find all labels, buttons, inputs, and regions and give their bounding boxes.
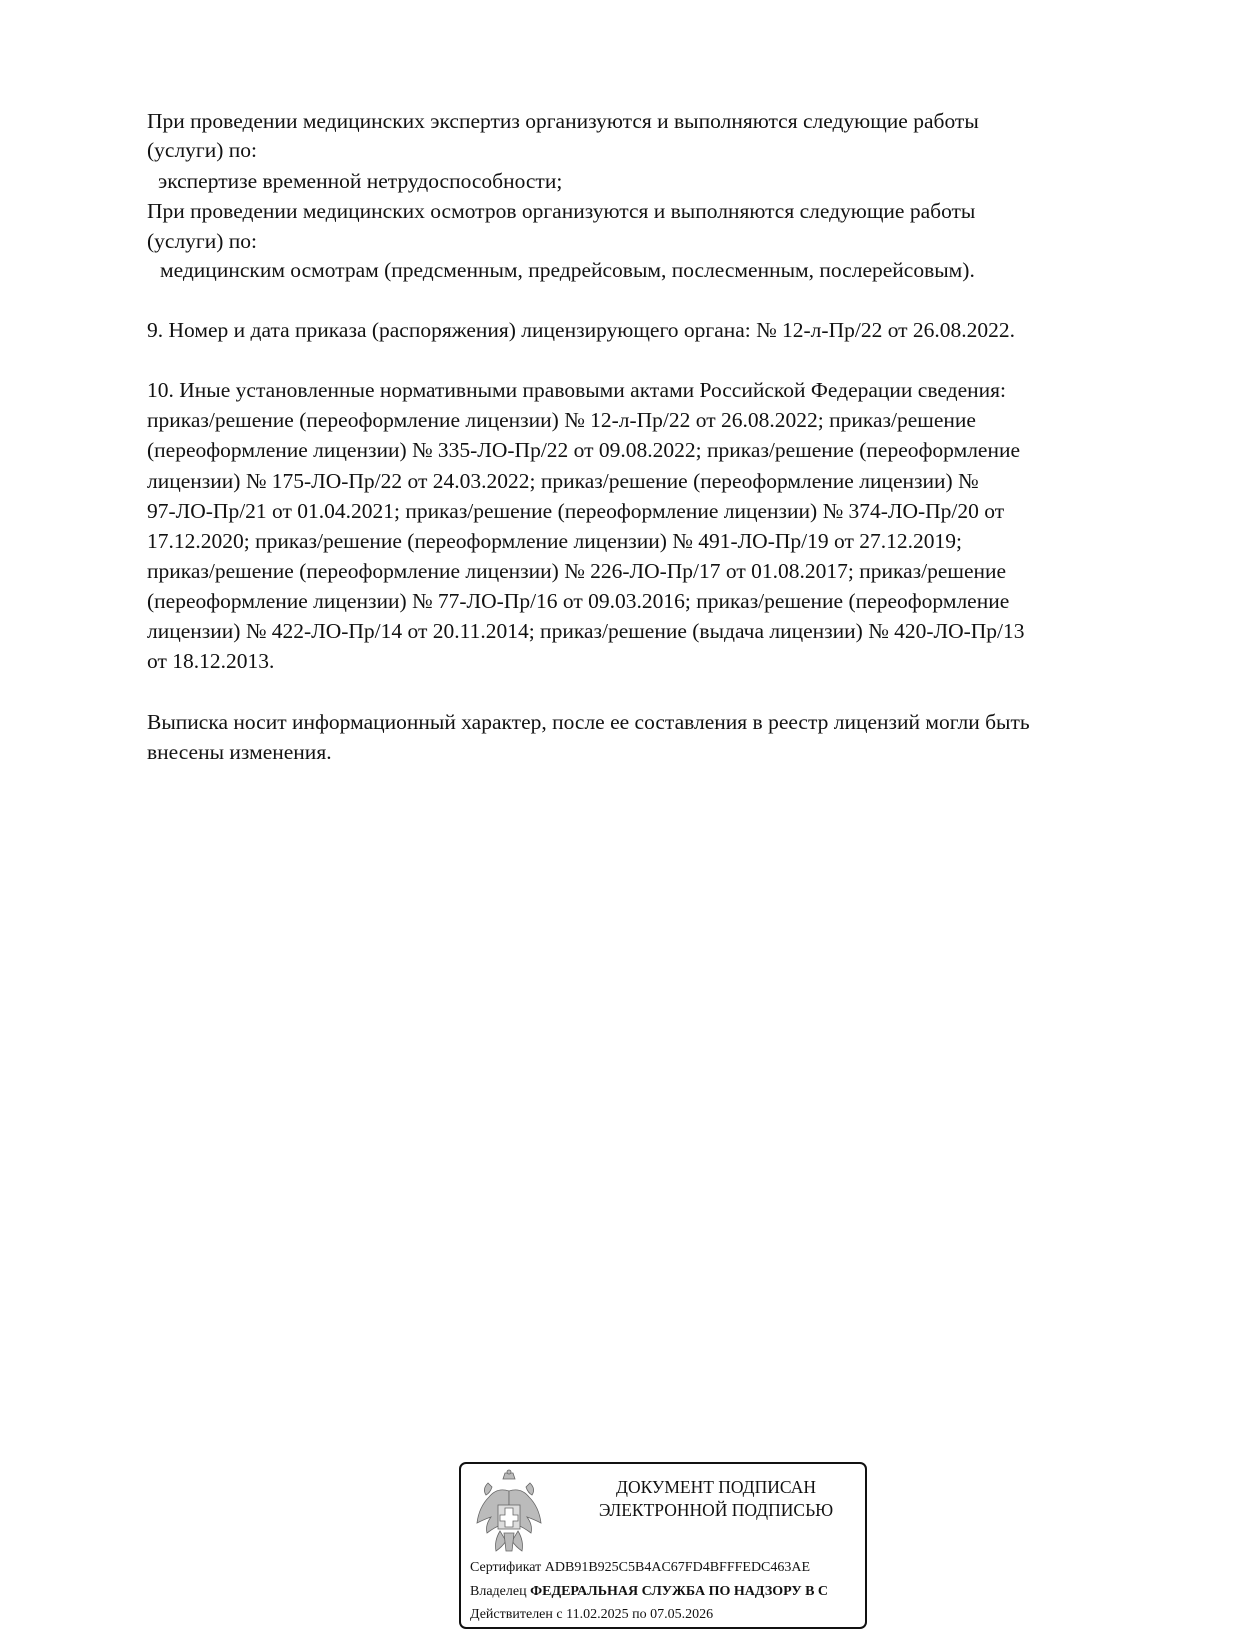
text-line: лицензии) № 175-ЛО-Пр/22 от 24.03.2022; приказ/решение (переоформление лицензии) № <box>147 469 979 493</box>
text-line: При проведении медицинских осмотров организуются и выполняются следующие работы <box>147 199 976 223</box>
certificate-label: Сертификат <box>470 1560 542 1575</box>
owner-line <box>470 1584 828 1600</box>
certificate-value: ADB91B925C5B4AC67FD4BFFFEDC463AE <box>544 1560 811 1575</box>
text-line: (услуги) по: <box>147 229 258 253</box>
text-line: 17.12.2020; приказ/решение (переоформление лицензии) № 491-ЛО-Пр/19 от 27.12.2019; <box>147 529 962 553</box>
owner-value: ФЕДЕРАЛЬНАЯ СЛУЖБА ПО НАДЗОРУ В С <box>530 1584 829 1599</box>
text-line: (переоформление лицензии) № 335-ЛО-Пр/22 от 09.08.2022; приказ/решение (переоформление <box>147 438 1021 462</box>
text-line: приказ/решение (переоформление лицензии) № 226-ЛО-Пр/17 от 01.08.2017; приказ/решение <box>147 559 1007 583</box>
text-line: 97-ЛО-Пр/21 от 01.04.2021; приказ/решение (переоформление лицензии) № 374-ЛО-Пр/20 от <box>147 499 1005 523</box>
text-line: от 18.12.2013. <box>147 649 275 673</box>
text-line: медицинским осмотрам (предсменным, предрейсовым, послесменным, послерейсовым). <box>160 258 975 282</box>
text-line: 10. Иные установленные нормативными правовыми актами Российской Федерации сведения: <box>147 378 1006 402</box>
coat-of-arms-emblem <box>474 1469 544 1559</box>
text-line: приказ/решение (переоформление лицензии) № 12-л-Пр/22 от 26.08.2022; приказ/решение <box>147 408 976 432</box>
text-line: При проведении медицинских экспертиз организуются и выполняются следующие работы <box>147 109 979 133</box>
owner-label: Владелец <box>470 1584 527 1599</box>
disclaimer-line: Выписка носит информационный характер, после ее составления в реестр лицензий могли быть <box>147 710 1030 734</box>
validity-line: Действителен с 11.02.2025 по 07.05.2026 <box>470 1607 714 1622</box>
text-line: лицензии) № 422-ЛО-Пр/14 от 20.11.2014; приказ/решение (выдача лицензии) № 420-ЛО-Пр/13 <box>147 619 1025 643</box>
text-line: экспертизе временной нетрудоспособности; <box>158 169 563 193</box>
section-9: 9. Номер и дата приказа (распоряжения) лицензирующего органа: № 12-л-Пр/22 от 26.08.2022. <box>147 318 1016 342</box>
certificate-line <box>470 1560 810 1576</box>
stamp-title-line2: ЭЛЕКТРОННОЙ ПОДПИСЬЮ <box>598 1500 834 1520</box>
disclaimer-line: внесены изменения. <box>147 740 332 764</box>
text-line: (переоформление лицензии) № 77-ЛО-Пр/16 от 09.03.2016; приказ/решение (переоформление <box>147 589 1010 613</box>
electronic-signature-stamp <box>459 1462 867 1629</box>
text-line: (услуги) по: <box>147 138 258 162</box>
stamp-title-line1: ДОКУМЕНТ ПОДПИСАН <box>616 1477 816 1497</box>
